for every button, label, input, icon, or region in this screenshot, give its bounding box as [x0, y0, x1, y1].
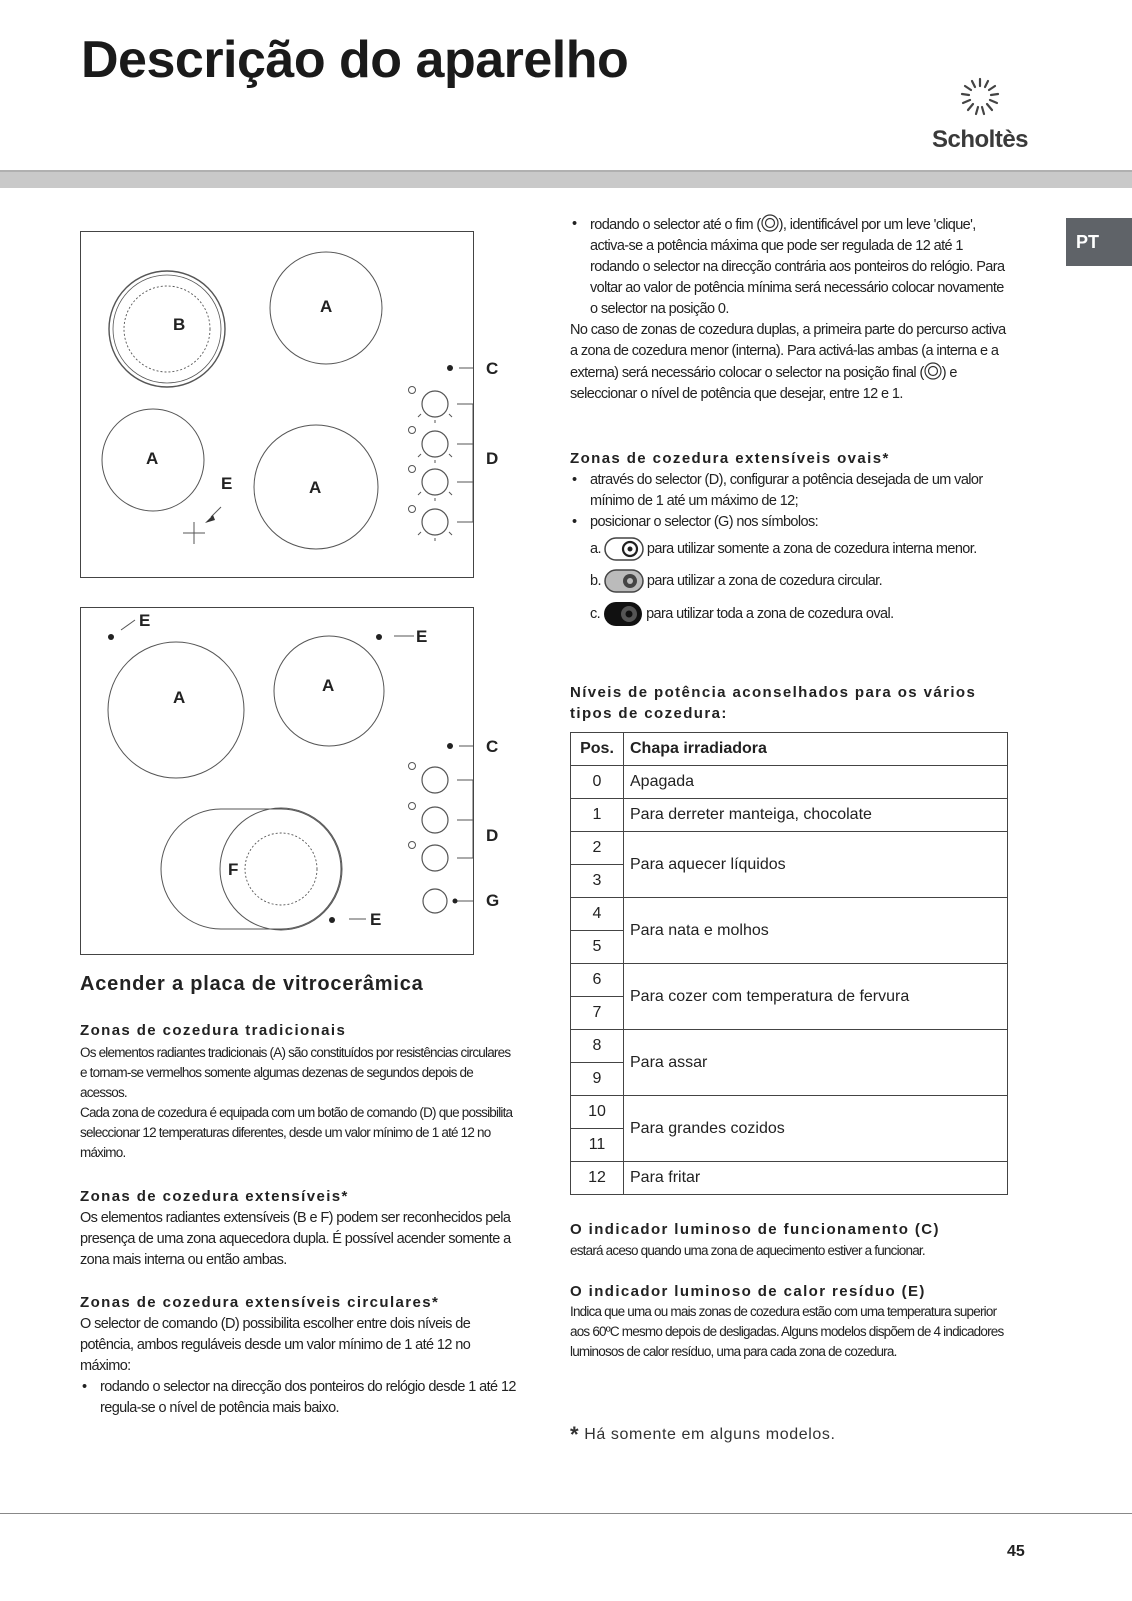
footnote	[570, 1422, 836, 1448]
table-cell-pos: 1	[571, 799, 624, 832]
double-ring-icon	[761, 214, 779, 232]
subsection-title: O indicador luminoso de calor resíduo (E)	[570, 1283, 926, 1300]
table-cell-pos: 12	[571, 1162, 624, 1195]
table-cell-desc: Para assar	[624, 1030, 1008, 1096]
zone-label-a: A	[309, 478, 322, 497]
table-row	[571, 898, 1008, 931]
zone-label-f: F	[228, 860, 239, 879]
zone-label-a: A	[173, 688, 186, 707]
table-row	[571, 1096, 1008, 1129]
selector-label-g: G	[486, 891, 500, 910]
hob-diagram-1	[80, 231, 499, 578]
inner-zone-symbol-icon	[604, 537, 644, 561]
subsection-title: Níveis de potência aconselhados para os vários tipos de cozedura:	[570, 684, 977, 722]
page-title: Descrição do aparelho	[81, 31, 629, 89]
zone-label-a: A	[320, 297, 333, 316]
table-cell-pos: 10	[571, 1096, 624, 1129]
table-cell-pos: 11	[571, 1129, 624, 1162]
section-title: Acender a placa de vitrocerâmica	[80, 973, 424, 995]
header-divider	[0, 170, 1132, 188]
hob-diagram-2-drawing	[81, 608, 473, 954]
table-cell-pos: 4	[571, 898, 624, 931]
zone-label-a: A	[146, 449, 159, 468]
table-cell-pos: 0	[571, 766, 624, 799]
indicator-label-e: E	[221, 474, 233, 493]
option-c	[590, 601, 1010, 627]
option-letter: c.	[590, 605, 601, 622]
subsection-title: Zonas de cozedura tradicionais	[80, 1022, 347, 1039]
table-row	[571, 766, 1008, 799]
paragraph	[570, 470, 1010, 627]
subsection-title: Zonas de cozedura extensíveis circulares*	[80, 1294, 440, 1311]
table-header-desc: Chapa irradiadora	[624, 733, 1008, 766]
table-cell-desc: Apagada	[624, 766, 1008, 799]
paragraph-text: ) e seleccionar o nível de potência que desejar, entre 12 e 1.	[570, 365, 957, 402]
paragraph	[570, 214, 1010, 405]
subsection-title: O indicador luminoso de funcionamento (C)	[570, 1221, 940, 1238]
table-cell-pos: 8	[571, 1030, 624, 1063]
table-row	[571, 1030, 1008, 1063]
indicator-label-c: C	[486, 737, 499, 756]
brand-logo	[925, 75, 1035, 154]
table-cell-pos: 9	[571, 1063, 624, 1096]
knob-label-d: D	[486, 449, 499, 468]
table-cell-desc: Para derreter manteiga, chocolate	[624, 799, 1008, 832]
zone-label-b: B	[173, 315, 186, 334]
paragraph-text: rodando o selector até o fim (	[590, 217, 761, 233]
table-cell-desc: Para cozer com temperatura de fervura	[624, 964, 1008, 1030]
subsection-title: Zonas de cozedura extensíveis*	[80, 1188, 349, 1205]
indicator-label-e: E	[139, 611, 151, 630]
indicator-label-e: E	[416, 627, 428, 646]
option-text: para utilizar a zona de cozedura circular.	[646, 572, 883, 589]
double-ring-icon	[924, 362, 942, 380]
paragraph: Indica que uma ou mais zonas de cozedura estão com uma temperatura superior aos 60ºC mesmo depois de desligadas. Alguns modelos dispõem de 4 indicadores luminosos de calor resíduo, uma para cada zona de cozedura.	[570, 1304, 1004, 1359]
table-row	[571, 799, 1008, 832]
table-row	[571, 964, 1008, 997]
circular-zone-symbol-icon	[604, 569, 644, 593]
paragraph-text: Cada zona de cozedura é equipada com um botão de comando (D) que possibilita seleccionar 12 temperaturas diferentes, desde um valor mínimo de 1 até 12 no máximo.	[80, 1105, 513, 1160]
power-levels-table	[570, 732, 1008, 1195]
zone-label-a: A	[322, 676, 335, 695]
page-number: 45	[1007, 1543, 1025, 1560]
paragraph-text: ), identificável por um leve 'clique', activa-se a potência máxima que pode ser regulada de 12 até 1 rodando o selector na direcção contrária aos ponteiros do relógio. Para voltar ao valor de potência mínima será necessário colocar novamente o selector na posição 0.	[590, 217, 1005, 317]
list-item	[570, 214, 1010, 320]
footnote-star: *	[570, 1422, 580, 1447]
hob-diagram-2	[80, 607, 500, 955]
table-row	[571, 832, 1008, 865]
table-row	[571, 1162, 1008, 1195]
paragraph	[80, 1043, 518, 1163]
table-cell-desc: Para grandes cozidos	[624, 1096, 1008, 1162]
paragraph-text: No caso de zonas de cozedura duplas, a primeira parte do percurso activa a zona de cozedura menor (interna). Para activá-las ambas (a interna e a externa) será necessário colocar o selector na posição final (	[570, 322, 1006, 381]
sunburst-logo-icon	[955, 75, 1005, 119]
indicator-label-c: C	[486, 359, 499, 378]
indicator-label-e: E	[370, 910, 382, 929]
paragraph	[80, 1314, 518, 1419]
paragraph-text: O selector de comando (D) possibilita escolher entre dois níveis de potência, ambos reguláveis desde um valor mínimo de 1 até 12 no máximo:	[80, 1316, 471, 1374]
list-item: • rodando o selector na direcção dos ponteiros do relógio desde 1 até 12 regula-se o nível de potência mais baixo.	[80, 1377, 518, 1419]
option-letter: b.	[590, 572, 601, 589]
table-cell-pos: 5	[571, 931, 624, 964]
option-text: para utilizar somente a zona de cozedura interna menor.	[646, 540, 977, 557]
paragraph: Os elementos radiantes extensíveis (B e F) podem ser reconhecidos pela presença de uma zona aquecedora dupla. É possível acender somente a zona mais interna ou então ambas.	[80, 1210, 511, 1268]
table-header-row	[571, 733, 1008, 766]
option-b	[590, 569, 1010, 593]
table-cell-pos: 2	[571, 832, 624, 865]
list-item: • posicionar o selector (G) nos símbolos:	[570, 512, 1010, 533]
subsection-title: Zonas de cozedura extensíveis ovais*	[570, 450, 890, 467]
footnote-text: Há somente em alguns modelos.	[584, 1426, 836, 1443]
table-cell-pos: 6	[571, 964, 624, 997]
table-cell-pos: 7	[571, 997, 624, 1030]
option-a	[590, 537, 1010, 561]
hob-diagram-1-drawing	[81, 232, 473, 577]
option-letter: a.	[590, 540, 601, 557]
footer-divider	[0, 1513, 1132, 1514]
table-cell-desc: Para aquecer líquidos	[624, 832, 1008, 898]
language-tab: PT	[1066, 218, 1132, 266]
table-cell-pos: 3	[571, 865, 624, 898]
paragraph-text	[570, 320, 1010, 405]
oval-zone-symbol-icon	[603, 601, 643, 627]
table-header-pos: Pos.	[571, 733, 624, 766]
option-text: para utilizar toda a zona de cozedura oval.	[646, 605, 894, 622]
table-cell-desc: Para nata e molhos	[624, 898, 1008, 964]
paragraph-text: Os elementos radiantes tradicionais (A) são constituídos por resistências circulares e tornam-se vermelhos somente algumas dezenas de segundos depois de acessos.	[80, 1045, 511, 1100]
brand-name: Scholtès	[931, 126, 1029, 153]
list-item: • através do selector (D), configurar a potência desejada de um valor mínimo de 1 até um máximo de 12;	[570, 470, 1010, 512]
paragraph: estará aceso quando uma zona de aquecimento estiver a funcionar.	[570, 1243, 925, 1258]
knob-label-d: D	[486, 826, 499, 845]
table-cell-desc: Para fritar	[624, 1162, 1008, 1195]
